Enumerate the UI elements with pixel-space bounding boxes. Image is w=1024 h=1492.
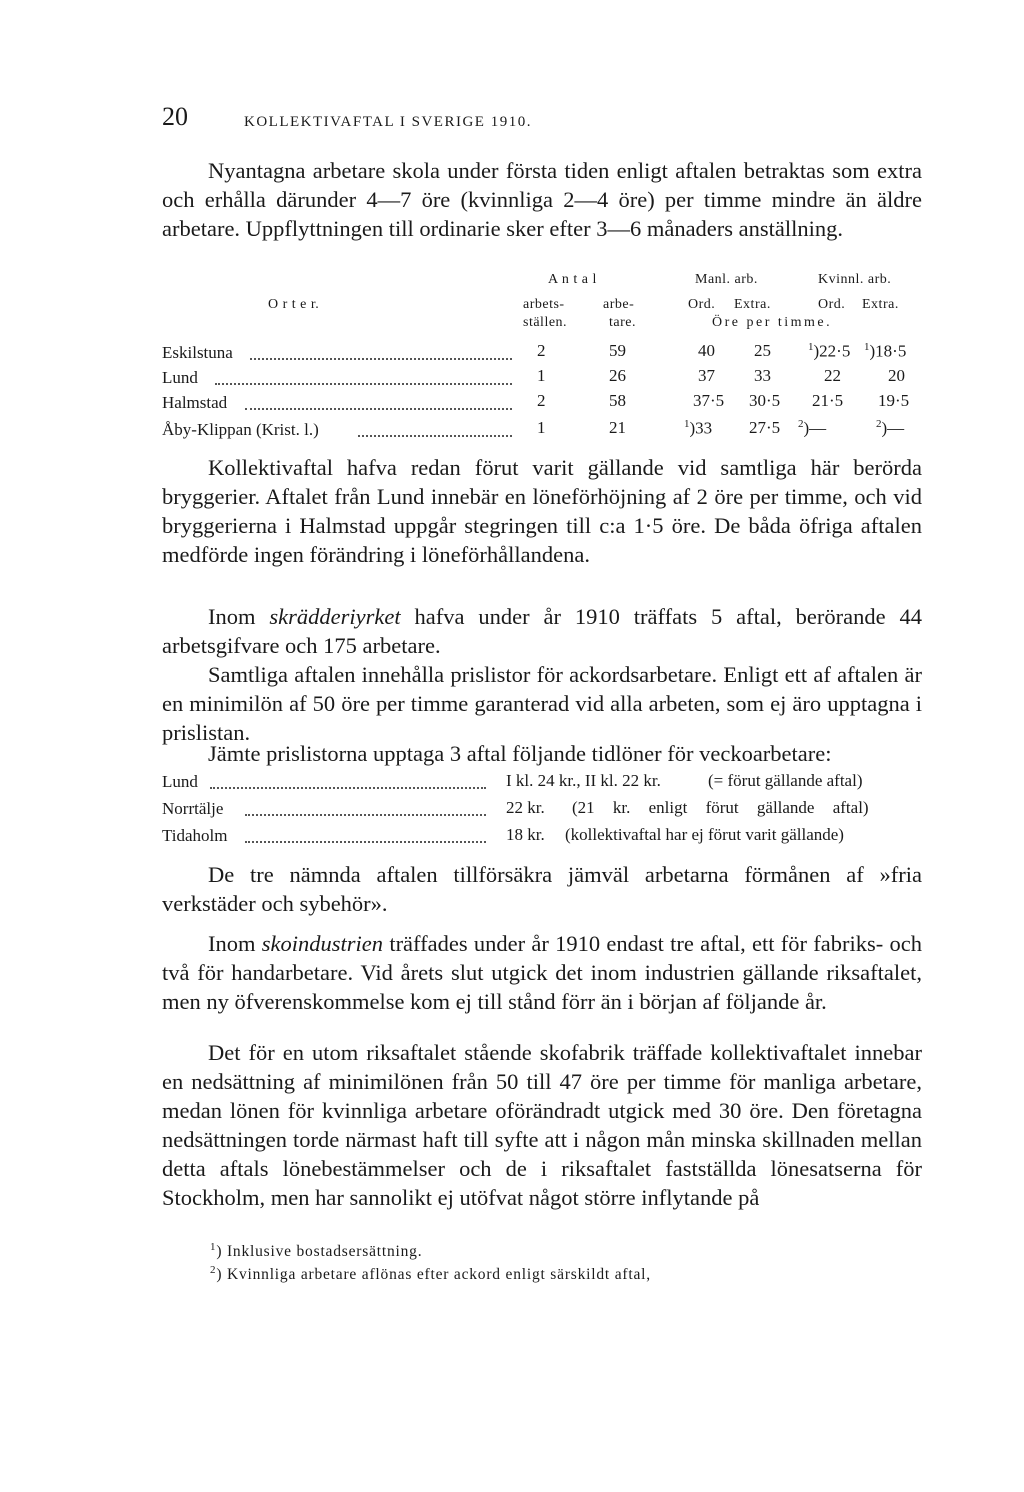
page-number: 20 (162, 102, 188, 131)
cell-value: )— (803, 418, 827, 438)
footnote-ref: 1 (808, 341, 814, 353)
dot-leader (245, 814, 486, 816)
cell-value: )— (881, 418, 905, 438)
header-kvinnl-arb: Kvinnl. arb. (818, 272, 892, 287)
cell-kvinnl-ord (798, 418, 826, 439)
cell-arbetsstallen: 1 (537, 366, 546, 385)
footnote-mark: 1 (210, 1241, 217, 1253)
wage-place: Norrtälje (162, 799, 224, 818)
cell-manl-ord: 37·5 (693, 391, 725, 410)
paragraph-tailoring (162, 602, 922, 660)
paragraph-shoe-industry (162, 929, 922, 1016)
wage-note: (21 kr. enligt förut gällande aftal) (572, 798, 869, 817)
cell-manl-ord (684, 418, 712, 439)
paragraph-new-workers: Nyantagna arbetare skola under första tiden enligt aftalen betraktas som extra och erhålla därunder 4—7 öre (kvinnliga 2—4 öre) per timme mindre än äldre arbetare. Uppflyttningen till ordinarie sker efter 3—6 månaders anställning. (162, 158, 922, 241)
wage-amount: 18 kr. (506, 825, 545, 844)
header-ore-per-timme: Öre per timme. (712, 315, 833, 330)
header-antal: A n t a l (548, 272, 597, 287)
lead-word: Inom (208, 604, 256, 629)
cell-kvinnl-extra: 19·5 (878, 391, 910, 410)
dot-leader (210, 787, 486, 789)
wage-amount: 22 kr. (506, 798, 545, 817)
paragraph-text: hafva under år 1910 träffats 5 aftal, berörande 44 arbetsgifvare och 175 arbetare. (162, 604, 922, 658)
footnote-mark: 2 (210, 1264, 217, 1276)
cell-arbetsstallen: 2 (537, 391, 546, 410)
header-manl-ord: Ord. (688, 297, 716, 312)
dot-leader (245, 841, 486, 843)
row-place: Eskilstuna (162, 343, 233, 362)
dot-leader (358, 435, 512, 437)
header-manl-arb: Manl. arb. (695, 272, 758, 287)
header-arbetsstallen-b: ställen. (523, 315, 568, 330)
dot-leader (245, 408, 512, 410)
cell-manl-extra: 25 (754, 341, 771, 360)
wage-place: Tidaholm (162, 826, 228, 845)
footnote-ref: 2 (798, 418, 804, 430)
footnote-text: ) Kvinnliga arbetare aflönas efter ackord enligt särskildt aftal, (216, 1266, 651, 1284)
cell-manl-extra: 27·5 (749, 418, 781, 437)
header-orter: O r t e r. (268, 297, 320, 312)
row-place: Åby-Klippan (Krist. l.) (162, 420, 319, 439)
cell-manl-extra: 30·5 (749, 391, 781, 410)
footnote-text: ) Inklusive bostadsersättning. (216, 1243, 423, 1261)
cell-arbetare: 58 (609, 391, 626, 410)
dot-leader (250, 358, 512, 360)
footnote-1 (210, 1241, 422, 1261)
cell-arbetare: 26 (609, 366, 626, 385)
header-arbetare-a: arbe- (603, 297, 635, 312)
cell-manl-ord: 40 (698, 341, 715, 360)
cell-kvinnl-ord (808, 341, 850, 362)
cell-arbetare: 59 (609, 341, 626, 360)
footnote-ref: 1 (684, 418, 690, 430)
cell-arbetsstallen: 1 (537, 418, 546, 437)
cell-value: )33 (689, 418, 713, 438)
header-manl-extra: Extra. (734, 297, 771, 312)
dot-leader (215, 383, 512, 385)
paragraph-workshops: De tre nämnda aftalen tillförsäkra jämväl arbetarna förmånen af »fria verkstäder och sybehör». (162, 862, 922, 916)
footnote-2 (210, 1264, 651, 1284)
wage-amount: I kl. 24 kr., II kl. 22 kr. (506, 771, 661, 790)
header-arbetsstallen-a: arbets- (523, 297, 565, 312)
cell-kvinnl-extra (876, 418, 904, 439)
cell-value: )22·5 (813, 341, 851, 361)
paragraph-text: träffades under år 1910 endast tre aftal, ett för fabriks- och två för handarbetare. Vid årets slut utgick det inom industrien gällande riksaftalet, men ny öfverenskommelse kom ej till stånd förr än i början af följande år. (162, 931, 923, 1014)
cell-value: )18·5 (869, 341, 907, 361)
header-kvinnl-ord: Ord. (818, 297, 846, 312)
cell-kvinnl-extra: 20 (888, 366, 905, 385)
cell-manl-extra: 33 (754, 366, 771, 385)
cell-manl-ord: 37 (698, 366, 715, 385)
paragraph-brewery-agreements: Kollektivaftal hafva redan förut varit gällande vid samtliga här berörda bryggerier. Aftalet från Lund innebär en löneförhöjning af 2 öre per timme, och vid bryggerierna i Halmstad uppgår stegringen till c:a 1·5 öre. De båda öfriga aftalen medförde ingen förändring i löneförhållandena. (162, 455, 922, 567)
cell-kvinnl-ord: 21·5 (812, 391, 844, 410)
wage-note: (kollektivaftal har ej förut varit gällande) (565, 825, 844, 844)
cell-kvinnl-extra (864, 341, 906, 362)
running-head: KOLLEKTIVAFTAL I SVERIGE 1910. (244, 114, 532, 130)
cell-kvinnl-ord: 22 (824, 366, 841, 385)
footnote-ref: 1 (864, 341, 870, 353)
header-arbetare-b: tare. (609, 315, 636, 330)
row-place: Lund (162, 368, 198, 387)
cell-arbetare: 21 (609, 418, 626, 437)
paragraph-time-wages-intro: Jämte prislistorna upptaga 3 aftal följande tidlöner för veckoarbetare: (208, 741, 832, 766)
row-place: Halmstad (162, 393, 228, 412)
paragraph-shoe-factory: Det för en utom riksaftalet stående skofabrik träffade kollektivaftalet innebar en nedsättning af minimilönen från 50 till 47 öre per timme för manliga arbetare, medan lönen för kvinnliga arbetare oförändradt utgick med 30 öre. Den företagna nedsättningen torde närmast haft till syfte att i någon mån minska skillnaden mellan detta aftals lönebestämmelser och de i riksaftalet fastställda lönesatserna för Stockholm, men har sannolikt ej utöfvat något större inflytande på (162, 1040, 922, 1210)
industry-term: skoindustrien (261, 931, 384, 956)
cell-arbetsstallen: 2 (537, 341, 546, 360)
footnote-ref: 2 (876, 418, 882, 430)
wage-place: Lund (162, 772, 198, 791)
paragraph-price-lists: Samtliga aftalen innehålla prislistor för ackordsarbetare. Enligt ett af aftalen är en minimilön af 50 öre per timme garanterad vid alla arbeten, som ej äro upptagna i prislistan. (162, 662, 922, 745)
page-header (162, 102, 922, 142)
industry-term: skrädderiyrket (269, 604, 401, 629)
lead-word: Inom (208, 931, 256, 956)
wage-note: (= förut gällande aftal) (708, 771, 863, 790)
header-kvinnl-extra: Extra. (862, 297, 899, 312)
